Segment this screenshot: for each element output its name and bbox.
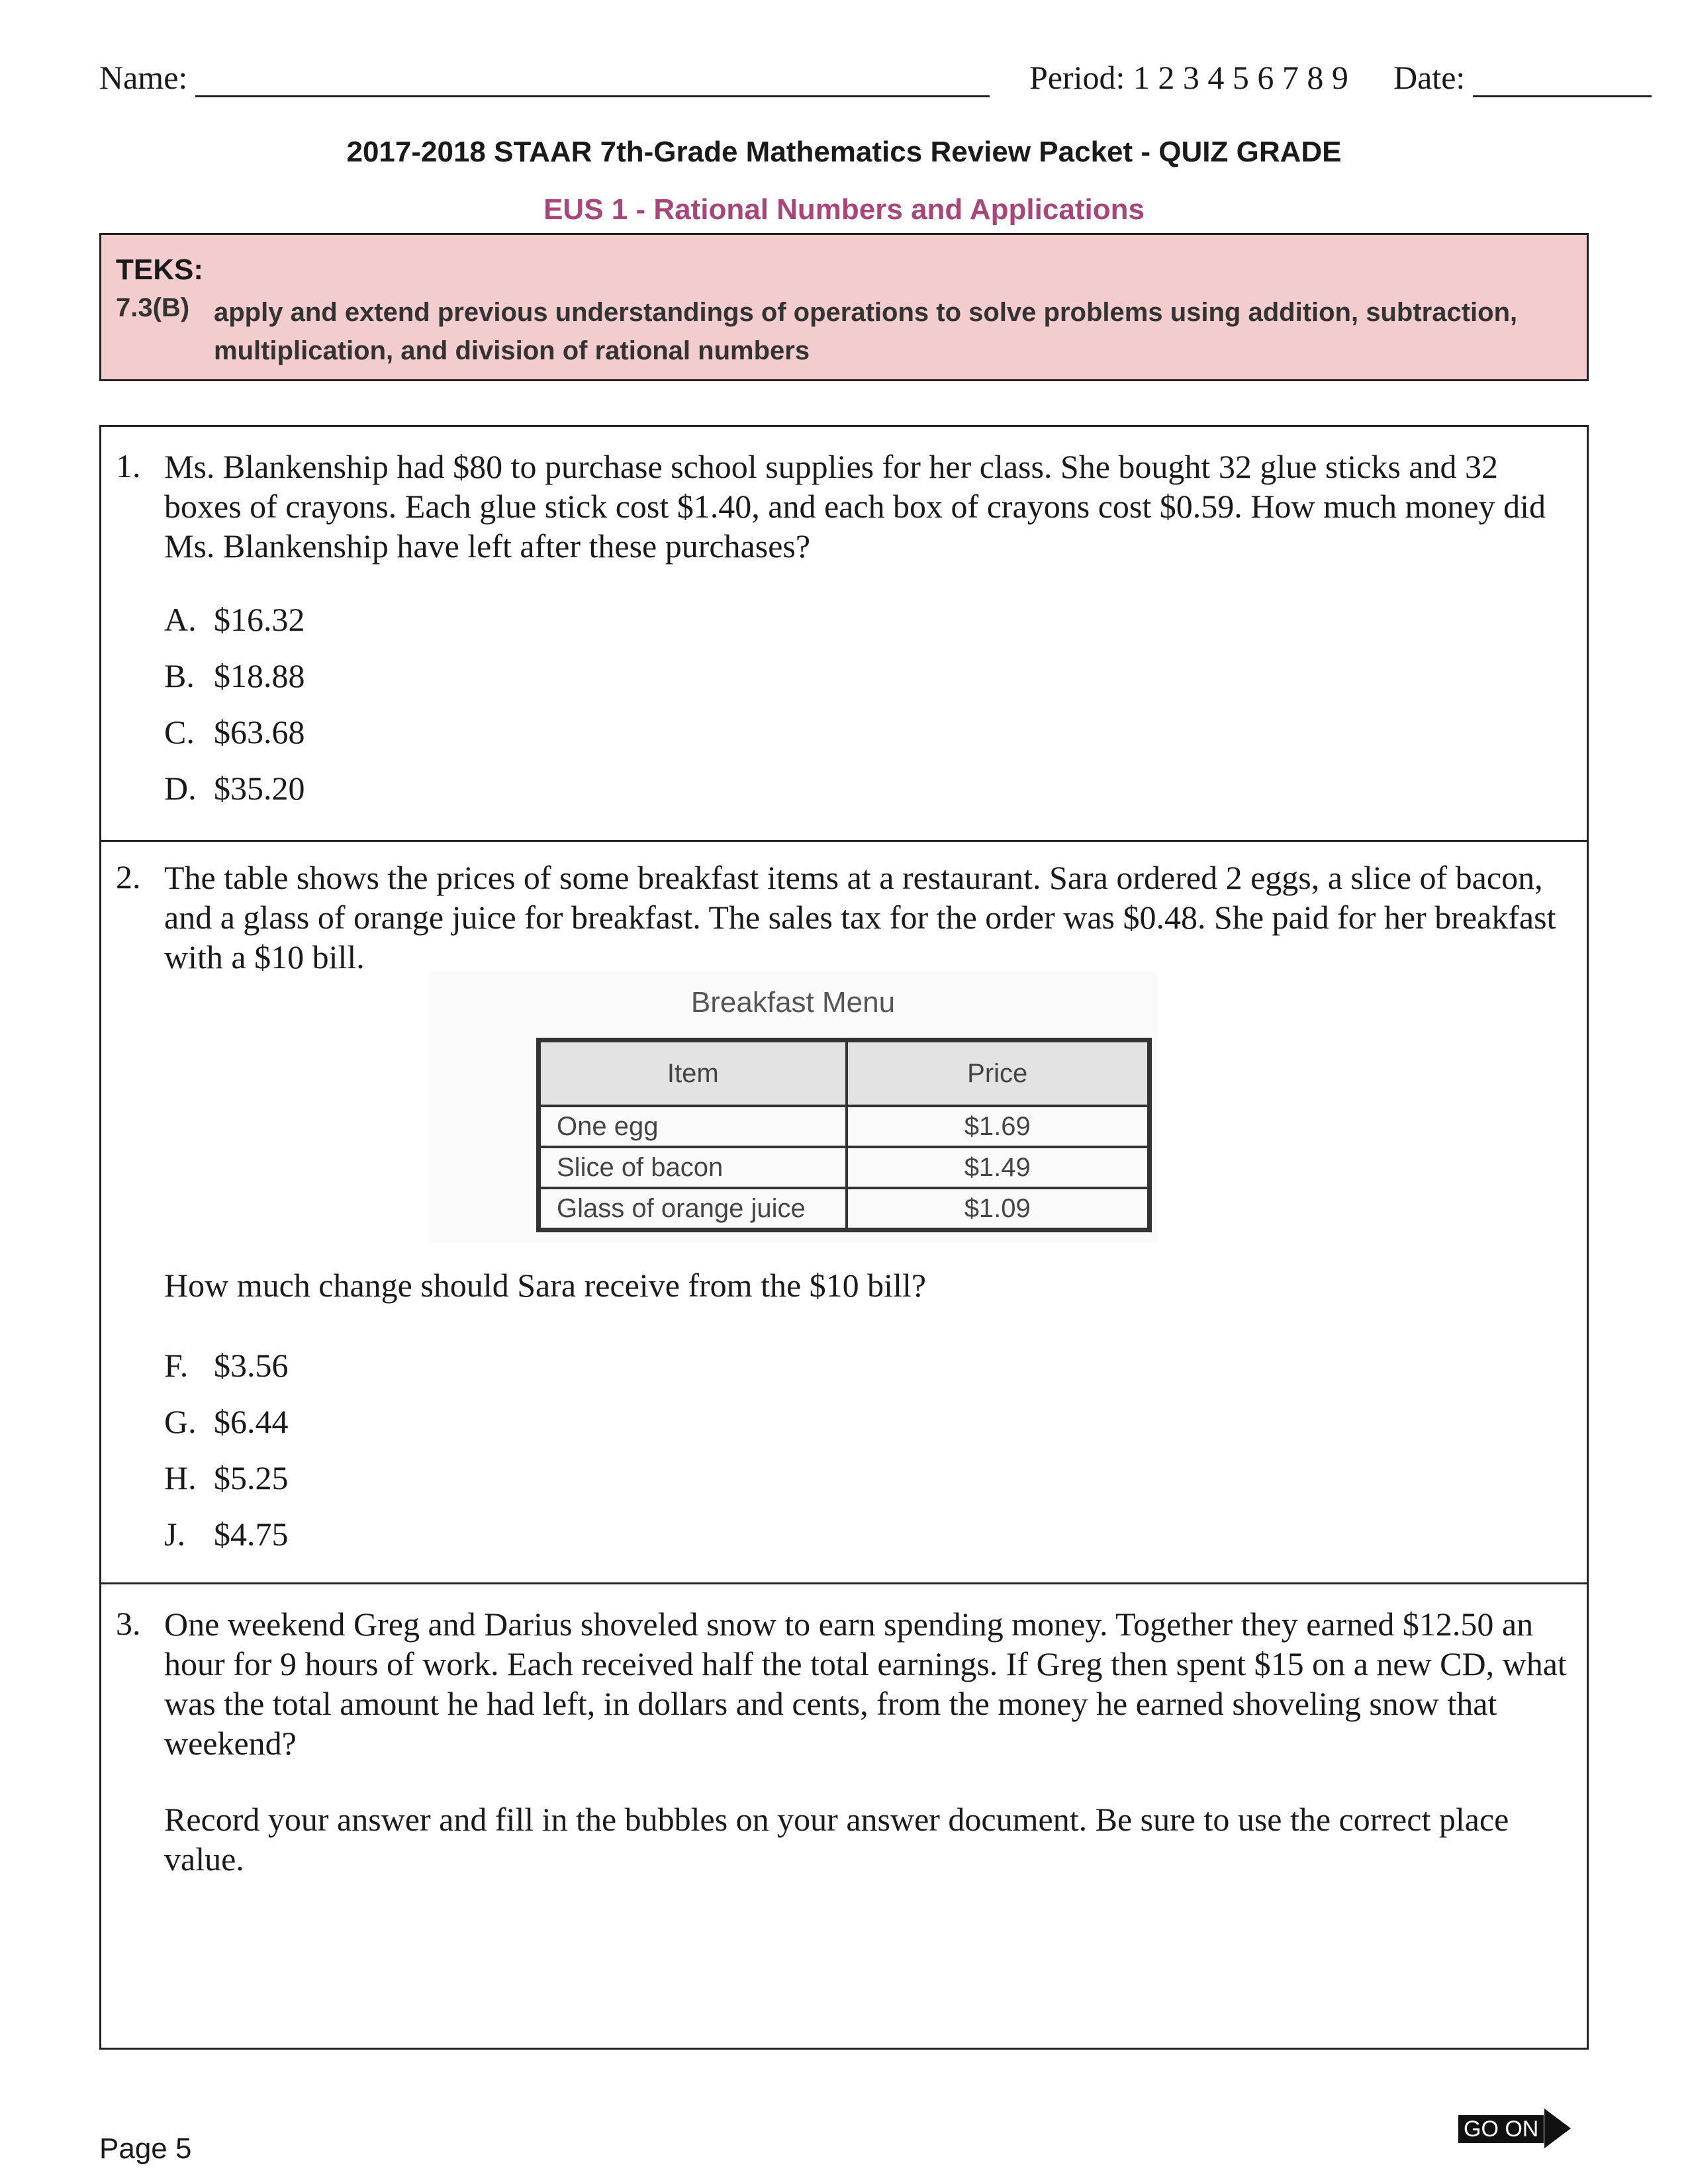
menu-table xyxy=(536,1038,1152,1232)
question-1 xyxy=(99,425,1589,842)
question-number: 2. xyxy=(116,858,141,895)
teks-title: TEKS: xyxy=(116,253,203,286)
arrow-right-icon xyxy=(1544,2109,1571,2148)
question-followup: How much change should Sara receive from the $10 bill? xyxy=(164,1267,927,1304)
page-number: Page 5 xyxy=(99,2132,192,2165)
answer-choice-f[interactable]: F. $3.56 xyxy=(164,1347,289,1384)
go-on-label: GO ON xyxy=(1458,2115,1544,2143)
price-cell: $1.09 xyxy=(847,1188,1150,1230)
table-header-row xyxy=(539,1040,1150,1107)
answer-choice-a[interactable]: A. $16.32 xyxy=(164,601,305,638)
date-label: Date: xyxy=(1393,59,1466,96)
period-label: Period: 1 2 3 4 5 6 7 8 9 xyxy=(1029,59,1348,96)
name-field[interactable] xyxy=(195,95,990,97)
teks-text: apply and extend previous understandings of operations to solve problems using addition, subtraction, multiplication, and division of rational numbers xyxy=(214,298,1518,365)
answer-choice-h[interactable]: H. $5.25 xyxy=(164,1459,289,1496)
answer-choice-g[interactable]: G. $6.44 xyxy=(164,1403,289,1440)
question-number: 1. xyxy=(116,447,141,484)
question-instruction: Record your answer and fill in the bubbles on your answer document. Be sure to use the correct place value. xyxy=(164,1801,1509,1878)
item-cell: Glass of orange juice xyxy=(539,1188,847,1230)
name-label: Name: xyxy=(99,59,188,96)
header xyxy=(99,58,1589,105)
question-text: The table shows the prices of some breakfast items at a restaurant. Sara ordered 2 eggs, a slice of bacon, and a glass of orange juice for breakfast. The sales tax for the order was $0.48. She paid for her breakfast with a $10 bill. xyxy=(164,859,1556,976)
question-3 xyxy=(99,1582,1589,2050)
breakfast-menu xyxy=(429,972,1157,1243)
go-on-indicator xyxy=(1453,2102,1585,2155)
column-header-price: Price xyxy=(847,1040,1150,1107)
date-field[interactable] xyxy=(1473,95,1652,97)
answer-choice-c[interactable]: C. $63.68 xyxy=(164,713,305,751)
menu-title: Breakfast Menu xyxy=(690,986,896,1019)
answer-choice-b[interactable]: B. $18.88 xyxy=(164,657,305,694)
unit-subtitle: EUS 1 - Rational Numbers and Applications xyxy=(543,193,1145,226)
table-row xyxy=(539,1106,1150,1147)
teks-box xyxy=(99,233,1589,381)
price-cell: $1.69 xyxy=(847,1106,1150,1147)
answer-choice-j[interactable]: J. $4.75 xyxy=(164,1516,289,1553)
item-cell: One egg xyxy=(539,1106,847,1147)
answer-choice-d[interactable]: D. $35.20 xyxy=(164,770,305,807)
teks-code: 7.3(B) xyxy=(116,293,190,322)
column-header-item: Item xyxy=(539,1040,847,1107)
question-text: One weekend Greg and Darius shoveled snow to earn spending money. Together they earned $12.50 an hour for 9 hours of work. Each received half the total earnings. If Greg then spent $15 on a new CD, what was the total amount he had left, in dollars and cents, from the money he earned shoveling snow that weekend? xyxy=(164,1606,1567,1762)
page-title: 2017-2018 STAAR 7th-Grade Mathematics Review Packet - QUIZ GRADE xyxy=(346,136,1342,168)
table-row xyxy=(539,1188,1150,1230)
question-text: Ms. Blankenship had $80 to purchase school supplies for her class. She bought 32 glue sticks and 32 boxes of crayons. Each glue stick cost $1.40, and each box of crayons cost $0.59. How much money did Ms. Blankenship have left after these purchases? xyxy=(164,448,1546,565)
table-row xyxy=(539,1147,1150,1188)
price-cell: $1.49 xyxy=(847,1147,1150,1188)
item-cell: Slice of bacon xyxy=(539,1147,847,1188)
question-number: 3. xyxy=(116,1605,141,1642)
